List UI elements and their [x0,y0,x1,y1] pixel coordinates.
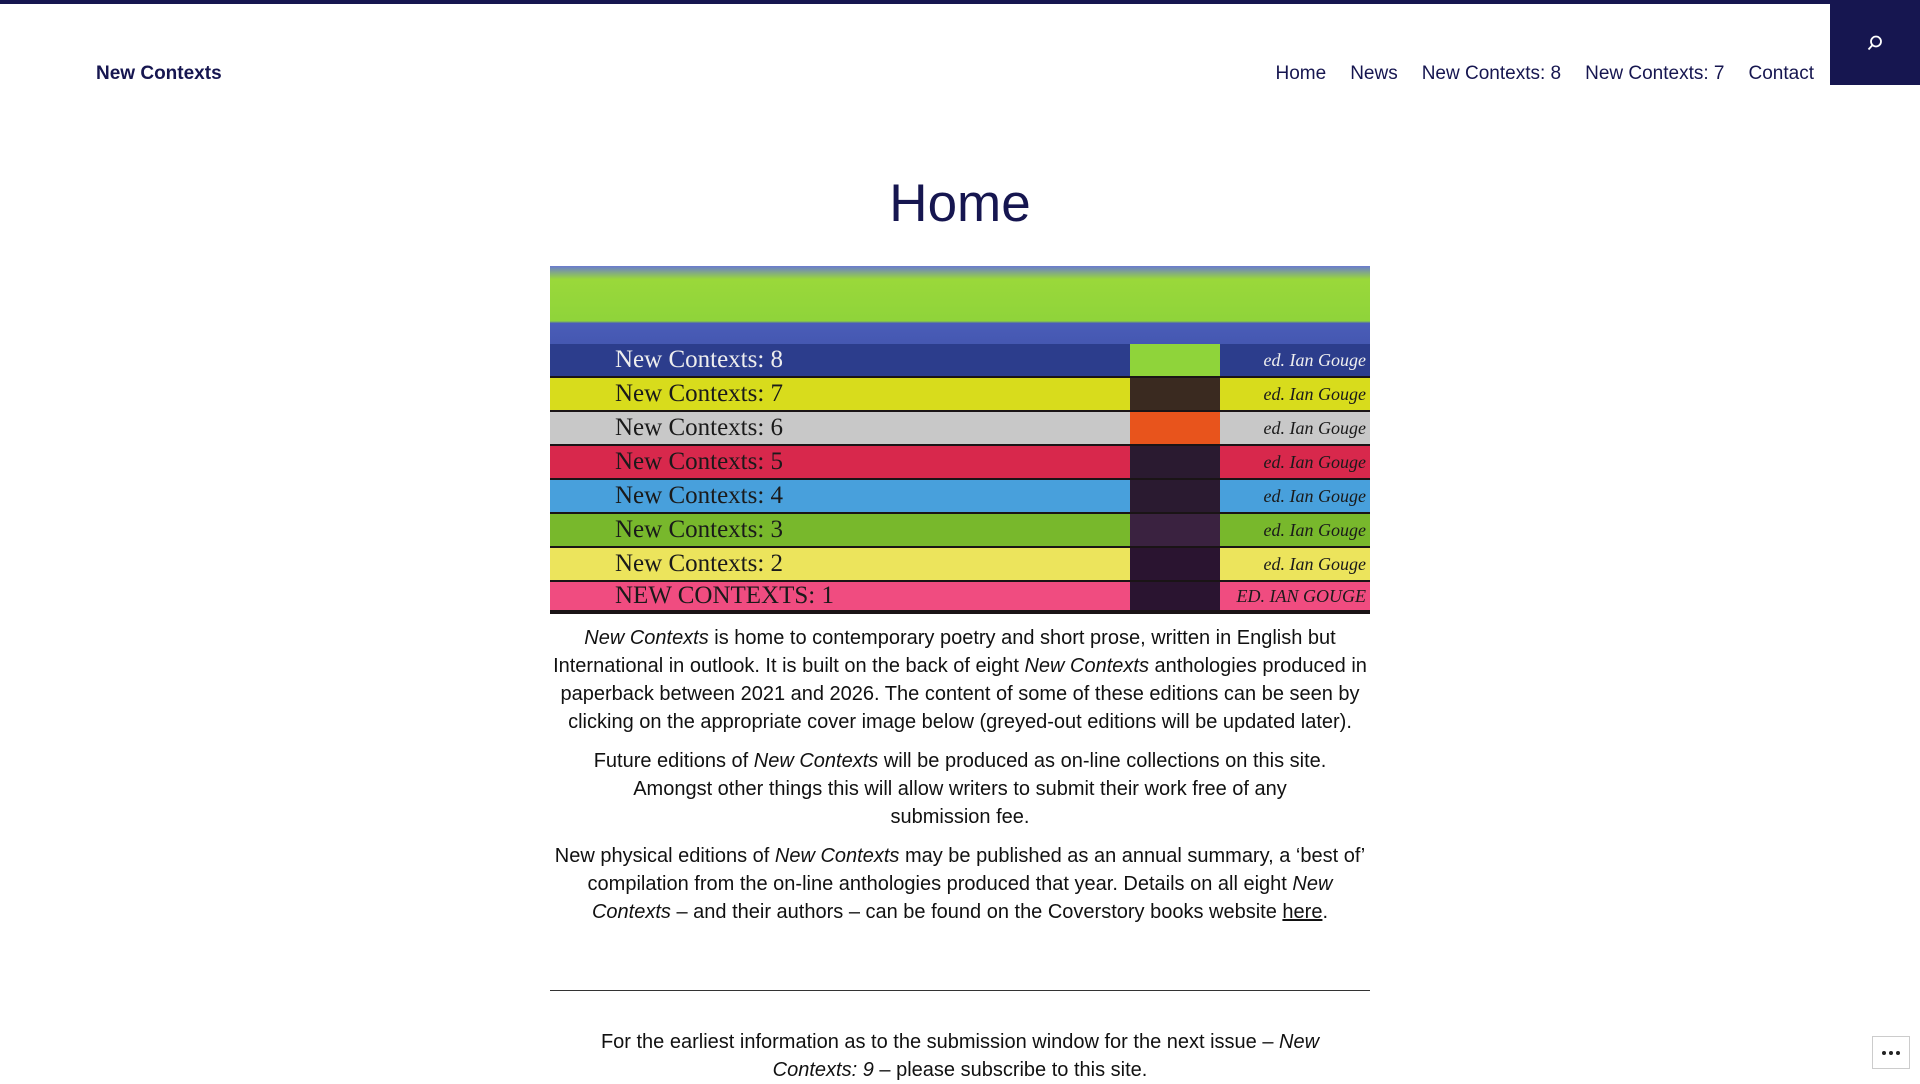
nav-contact[interactable]: Contact [1748,63,1814,84]
book-spine [550,446,1370,478]
more-options-button[interactable] [1872,1036,1910,1069]
spine-title: New Contexts: 6 [615,414,784,441]
spine-band [1130,344,1220,376]
spine-title: New Contexts: 4 [615,482,784,509]
nav-new-contexts-7[interactable]: New Contexts: 7 [1585,63,1725,84]
spine-editor: ED. IAN GOUGE [1236,585,1366,606]
spine-title: New Contexts: 3 [615,516,784,543]
spine-editor: ed. Ian Gouge [1263,553,1366,574]
top-bar [0,0,1920,4]
spine-band [1130,480,1220,512]
book-spine [550,582,1370,610]
spine-band [1130,378,1220,410]
dot-icon [1882,1051,1886,1055]
subscribe-text: For the earliest information as to the submission window for the next issue – New Contexts: 9 – please subscribe to this site. [600,1031,1320,1081]
spine-editor: ed. Ian Gouge [1263,383,1366,404]
nav-home[interactable]: Home [1275,63,1327,84]
site-title[interactable]: New Contexts [96,63,222,84]
search-button[interactable] [1830,0,1920,85]
nav-news[interactable]: News [1350,63,1398,84]
spine-band [1130,514,1220,546]
book-spine [550,412,1370,444]
spine-title: New Contexts: 2 [615,550,784,577]
separator [550,990,1370,991]
search-icon [1866,34,1884,52]
nav-new-contexts-8[interactable]: New Contexts: 8 [1421,63,1562,84]
spine-editor: ed. Ian Gouge [1263,485,1366,506]
dot-icon [1889,1051,1893,1055]
spine-title: NEW CONTEXTS: 1 [615,582,834,609]
book-spine [550,344,1370,376]
spine-editor: ed. Ian Gouge [1263,349,1366,370]
spine-title: New Contexts: 5 [615,448,784,475]
paragraph-2: Future editions of New Contexts will be produced as on-line collections on this site. Amongst other things this will allow writers to submit their work free of any submission fee. [593,750,1327,828]
coverstory-link[interactable]: here [1282,901,1323,923]
book-spine [550,548,1370,580]
spine-band [1130,446,1220,478]
spine-editor: ed. Ian Gouge [1263,519,1366,540]
book-spine [550,378,1370,410]
paragraph-3: New physical editions of New Contexts may be published as an annual summary, a ‘best of’ compilation from the on-line anthologies produced that year. Details on all eight New Contexts – and their authors – can be found on the Coverstory books website here. [554,845,1366,923]
spine-title: New Contexts: 7 [615,380,784,407]
spine-editor: ed. Ian Gouge [1263,417,1366,438]
book-spine [550,514,1370,546]
main-nav [1276,63,1815,85]
book-spine [550,480,1370,512]
spine-band [1130,582,1220,610]
paragraph-1: New Contexts is home to contemporary poetry and short prose, written in English but International in outlook. It is built on the back of eight New Contexts anthologies produced in paperback between 2021 and 2026. The content of some of these editions can be seen by clicking on the appropriate cover image below (greyed-out editions will be updated later). [553,627,1367,733]
spine-band [1130,412,1220,444]
spine-title: New Contexts: 8 [615,346,784,373]
hero-image-book-stack [550,266,1370,614]
spine-editor: ed. Ian Gouge [1263,451,1366,472]
intro-text [550,624,1370,937]
page-title: Home [889,174,1031,233]
spine-band [1130,548,1220,580]
dot-icon [1896,1051,1900,1055]
